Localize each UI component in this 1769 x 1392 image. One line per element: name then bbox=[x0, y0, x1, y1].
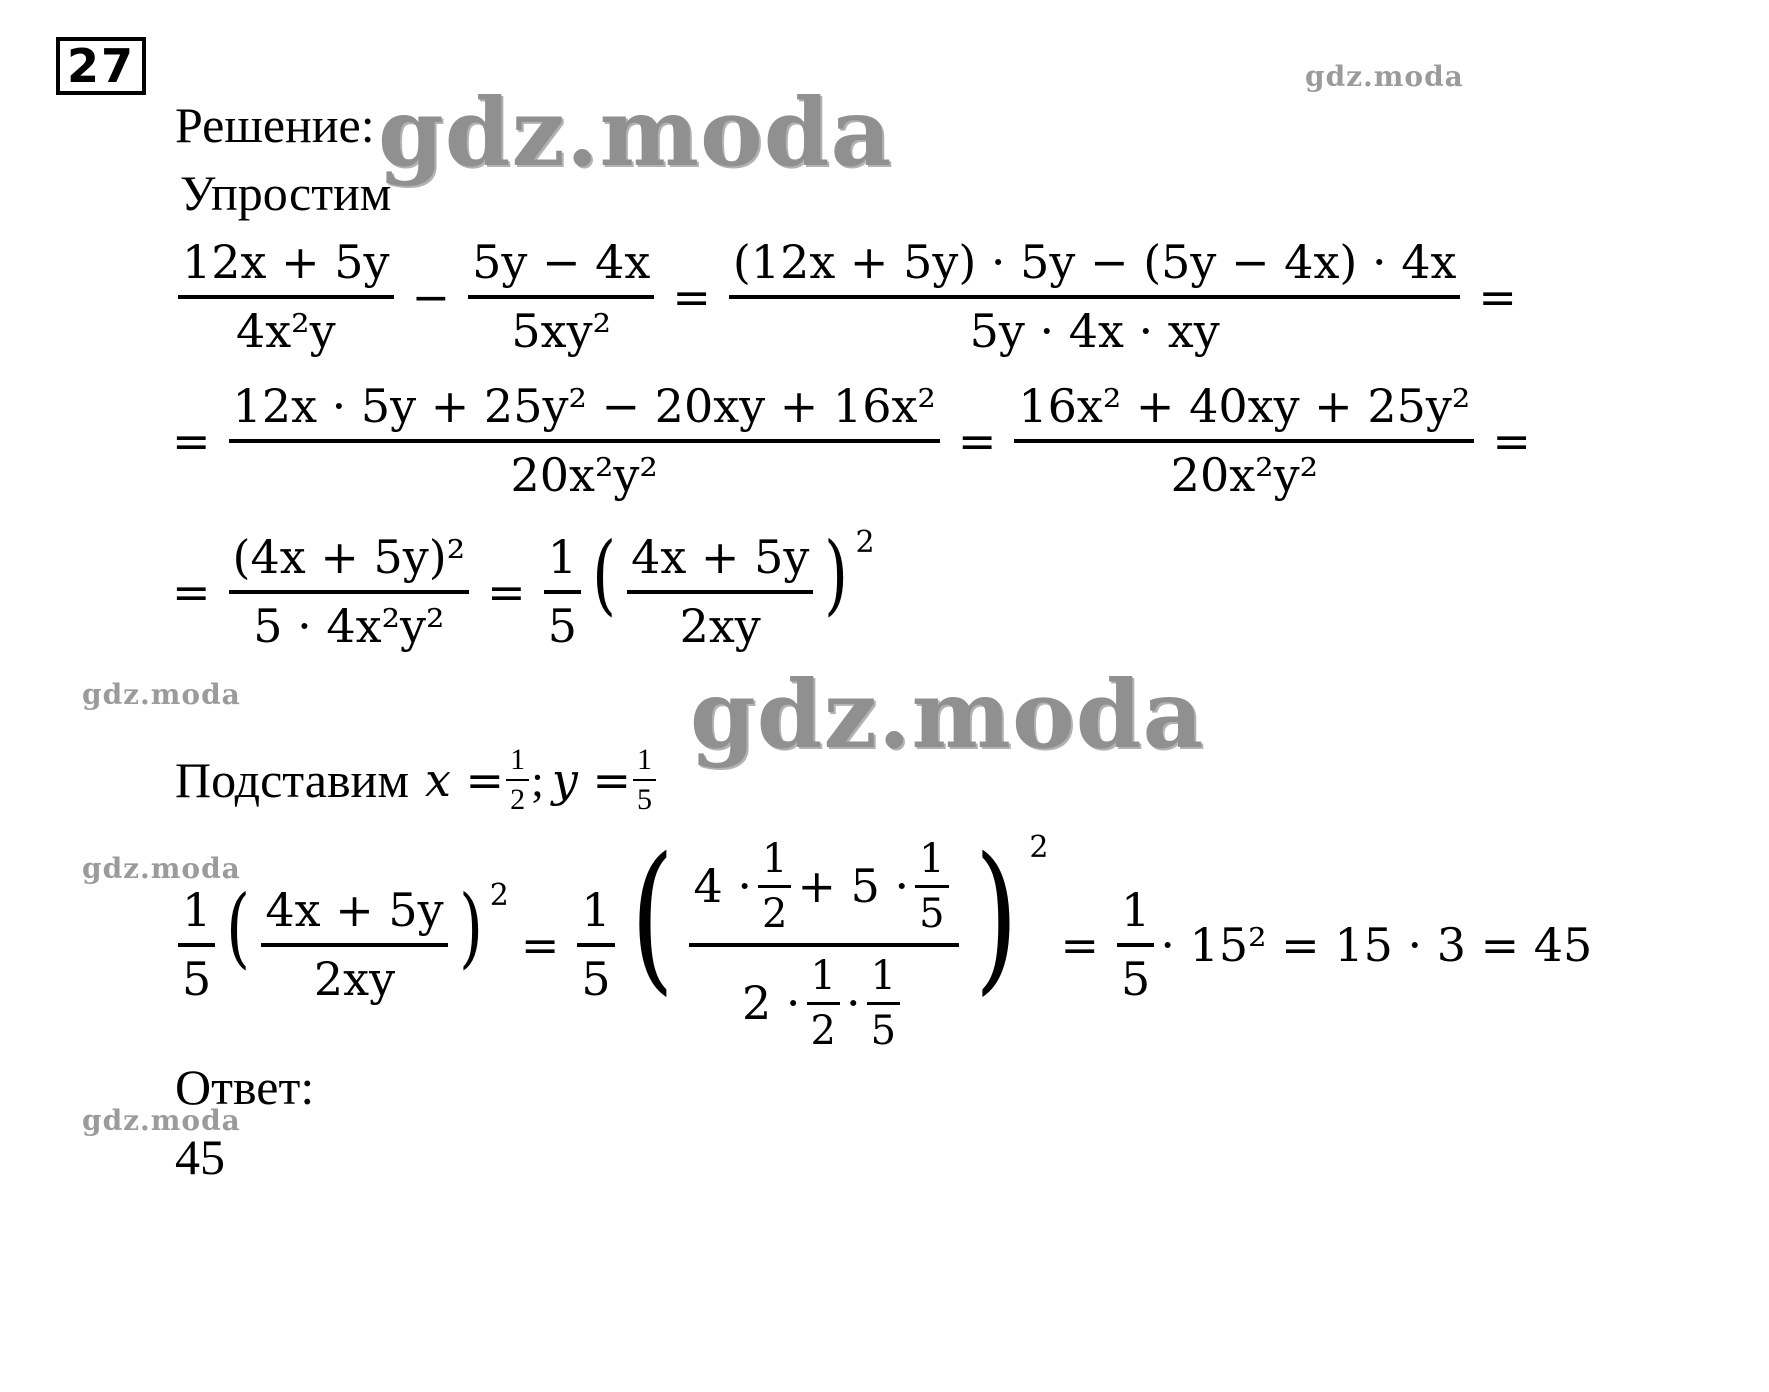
fraction: $\frac{(12x + 5y) \cdot 5y - (5y - 4x) \cdot 4x}{5y \cdot 4x \cdot xy}$ bbox=[729, 236, 1461, 358]
fraction: $\frac{1}{5}$ bbox=[178, 884, 215, 1006]
result-chain: · 15² = 15 · 3 = 45 bbox=[1160, 918, 1593, 972]
fraction: $\frac{4x + 5y}{2xy}$ bbox=[627, 531, 813, 653]
equation-line-2: = $\frac{\text{12x · 5y + 25y² − 20xy + 16x²}}{\text{20x²y²}}$ = $\frac{\text{16x² + 40xy + 25y²}}{\text{20x²y²}}$ = bbox=[172, 379, 1531, 502]
task-number-box bbox=[56, 37, 146, 95]
fraction: $\frac{1}{2}$ bbox=[807, 953, 840, 1054]
answer-label: Ответ: bbox=[175, 1059, 315, 1115]
watermark-logo: gdz.moda bbox=[82, 1104, 241, 1137]
task-number: 27 bbox=[66, 39, 135, 93]
y-label: y = bbox=[551, 753, 632, 807]
parenthesized-power: ( $\frac{4x + 5y}{2xy}$ ) 2 bbox=[592, 523, 875, 653]
solution-label: Решение: bbox=[175, 97, 375, 153]
equation-line-1: $\frac{12x + 5y}{\text{4x²y}}$ − $\frac{5y - 4x}{\text{5xy²}}$ = $\frac{(12x + 5y) \cdot 5y - (5y - 4x) \cdot 4x}{5y \cdot 4x \cdot xy}$ = bbox=[172, 232, 1529, 362]
fraction: $\frac{1}{5}$ bbox=[867, 953, 900, 1054]
complex-fraction: 4 · $\frac{1}{2}$ + 5 · $\frac{1}{5}$ 2 · $\frac{1}{2}$ · $\frac{1}{5}$ bbox=[689, 836, 958, 1054]
fraction: $\frac{1}{5}$ bbox=[544, 531, 581, 653]
fraction: $\frac{4x + 5y}{2xy}$ bbox=[261, 884, 447, 1006]
x-label: x = bbox=[424, 753, 505, 807]
substitution-line: Подставим x = $\frac{1}{2}$ ; y = $\frac{1}{5}$ bbox=[175, 735, 658, 825]
fraction: $\frac{1}{5}$ bbox=[577, 884, 614, 1006]
fraction: $\frac{1}{5}$ bbox=[915, 836, 948, 937]
fraction: $\frac{\text{16x² + 40xy + 25y²}}{\text{20x²y²}}$ bbox=[1014, 380, 1474, 502]
big-parenthesized-power: ( 4 · $\frac{1}{2}$ + 5 · $\frac{1}{5}$ 2 · $\frac{1}{2}$ · $\frac{1}{5}$ ) 2 bbox=[630, 823, 1049, 1054]
fraction: $\frac{\text{(4x + 5y)²}}{\text{5 · 4x²y²}}$ bbox=[229, 531, 470, 653]
fraction: $\frac{1}{5}$ bbox=[1117, 884, 1154, 1006]
equation-line-4: $\frac{1}{5}$ ( $\frac{4x + 5y}{2xy}$ ) 2 = $\frac{1}{5}$ ( 4 · $\frac{1}{2}$ + 5 · $\frac{1}{5}$ 2 · $\frac{1}{2}$ · $\frac{1}{5}$ ) 2 = $\frac{1}{5}$ · 15² = 15 · 3 = 45 bbox=[172, 835, 1592, 1055]
parenthesized-power: ( $\frac{4x + 5y}{2xy}$ ) 2 bbox=[226, 876, 509, 1006]
equation-line-3: = $\frac{\text{(4x + 5y)²}}{\text{5 · 4x²y²}}$ = $\frac{1}{5}$ ( $\frac{4x + 5y}{2xy}$ ) 2 bbox=[172, 523, 875, 653]
answer-value: 45 bbox=[175, 1129, 225, 1185]
fraction: $\frac{1}{2}$ bbox=[506, 743, 529, 818]
fraction: $\frac{5y - 4x}{\text{5xy²}}$ bbox=[468, 236, 654, 358]
fraction: $\frac{\text{12x · 5y + 25y² − 20xy + 16x²}}{\text{20x²y²}}$ bbox=[229, 380, 940, 502]
fraction: $\frac{1}{5}$ bbox=[633, 743, 656, 818]
fraction: $\frac{12x + 5y}{\text{4x²y}}$ bbox=[178, 236, 394, 358]
simplify-label: Упростим bbox=[180, 165, 392, 221]
fraction: $\frac{1}{2}$ bbox=[758, 836, 791, 937]
substitute-label: Подставим bbox=[175, 752, 409, 808]
watermark-logo: gdz.moda bbox=[1305, 60, 1464, 93]
watermark-logo: gdz.moda bbox=[82, 852, 241, 885]
watermark-logo: gdz.moda bbox=[690, 660, 1205, 770]
watermark-logo: gdz.moda bbox=[82, 678, 241, 711]
watermark-logo: gdz.moda bbox=[378, 78, 893, 188]
